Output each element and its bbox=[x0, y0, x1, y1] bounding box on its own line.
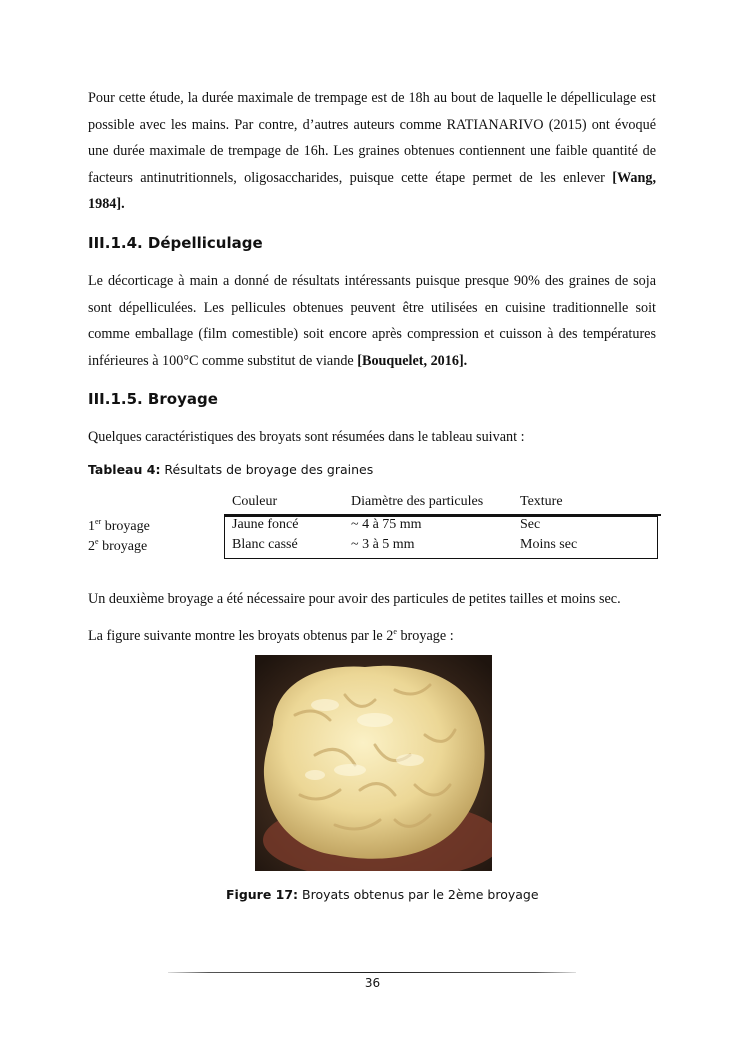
footer-divider bbox=[168, 972, 576, 973]
page-number: 36 bbox=[364, 976, 381, 990]
table-header-texture: Texture bbox=[520, 494, 563, 509]
heading-depelliculage: III.1.4. Dépelliculage bbox=[88, 234, 263, 252]
paragraph-figure-intro: La figure suivante montre les broyats obtenus par le 2e broyage : bbox=[88, 627, 454, 644]
heading-broyage: III.1.5. Broyage bbox=[88, 390, 218, 408]
paragraph-soaking bbox=[88, 85, 656, 218]
table-cell: Moins sec bbox=[520, 537, 578, 552]
paragraph-second-grinding: Un deuxième broyage a été nécessaire pour avoir des particules de petites tailles et moins sec. bbox=[88, 591, 621, 607]
table-row-label: 2e broyage bbox=[88, 537, 148, 554]
table-cell: ~ 3 à 5 mm bbox=[351, 537, 415, 552]
paragraph-text: Le décorticage à main a donné de résultats intéressants puisque presque 90% des graines de soja sont dépelliculées. Les pellicules obtenues peuvent être utilisées en cuisine traditionnelle soit comme emballage (film comestible) soit encore après compression et cuisson à des températures inférieures à 100°C comme substitut de viande bbox=[88, 273, 656, 369]
table-caption-label: Tableau 4: bbox=[88, 462, 161, 477]
table-header-couleur: Couleur bbox=[232, 494, 278, 509]
figure-caption-label: Figure 17: bbox=[226, 887, 299, 902]
table-cell: Sec bbox=[520, 517, 541, 532]
citation-bouquelet: [Bouquelet, 2016]. bbox=[357, 352, 468, 369]
figure-photo-broyats bbox=[255, 655, 492, 871]
table-caption-text: Résultats de broyage des graines bbox=[160, 462, 374, 477]
table-cell: Blanc cassé bbox=[232, 537, 298, 552]
paragraph-broyage-intro: Quelques caractéristiques des broyats sont résumées dans le tableau suivant : bbox=[88, 429, 525, 445]
paragraph-depelliculage bbox=[88, 268, 656, 374]
table-header-diametre: Diamètre des particules bbox=[351, 494, 484, 509]
citation-wang: [Wang, 1984]. bbox=[88, 169, 656, 212]
paragraph-text: Pour cette étude, la durée maximale de trempage est de 18h au bout de laquelle le dépelliculage est possible avec les mains. Par contre, d’autres auteurs comme RATIANARIVO (2015) ont évoqué une durée maximale de trempage de 16h. Les graines obtenues contiennent une faible quantité de facteurs antinutritionnels, oligosaccharides, puisque cette étape permet de les enlever bbox=[88, 90, 656, 186]
table-top-rule bbox=[224, 514, 661, 516]
table-caption bbox=[88, 462, 373, 477]
figure-caption bbox=[226, 887, 539, 902]
table-row-label: 1er broyage bbox=[88, 517, 150, 534]
table-cell: Jaune foncé bbox=[232, 517, 299, 532]
results-table bbox=[88, 492, 660, 562]
figure-caption-text: Broyats obtenus par le 2ème broyage bbox=[298, 887, 539, 902]
table-cell: ~ 4 à 75 mm bbox=[351, 517, 422, 532]
